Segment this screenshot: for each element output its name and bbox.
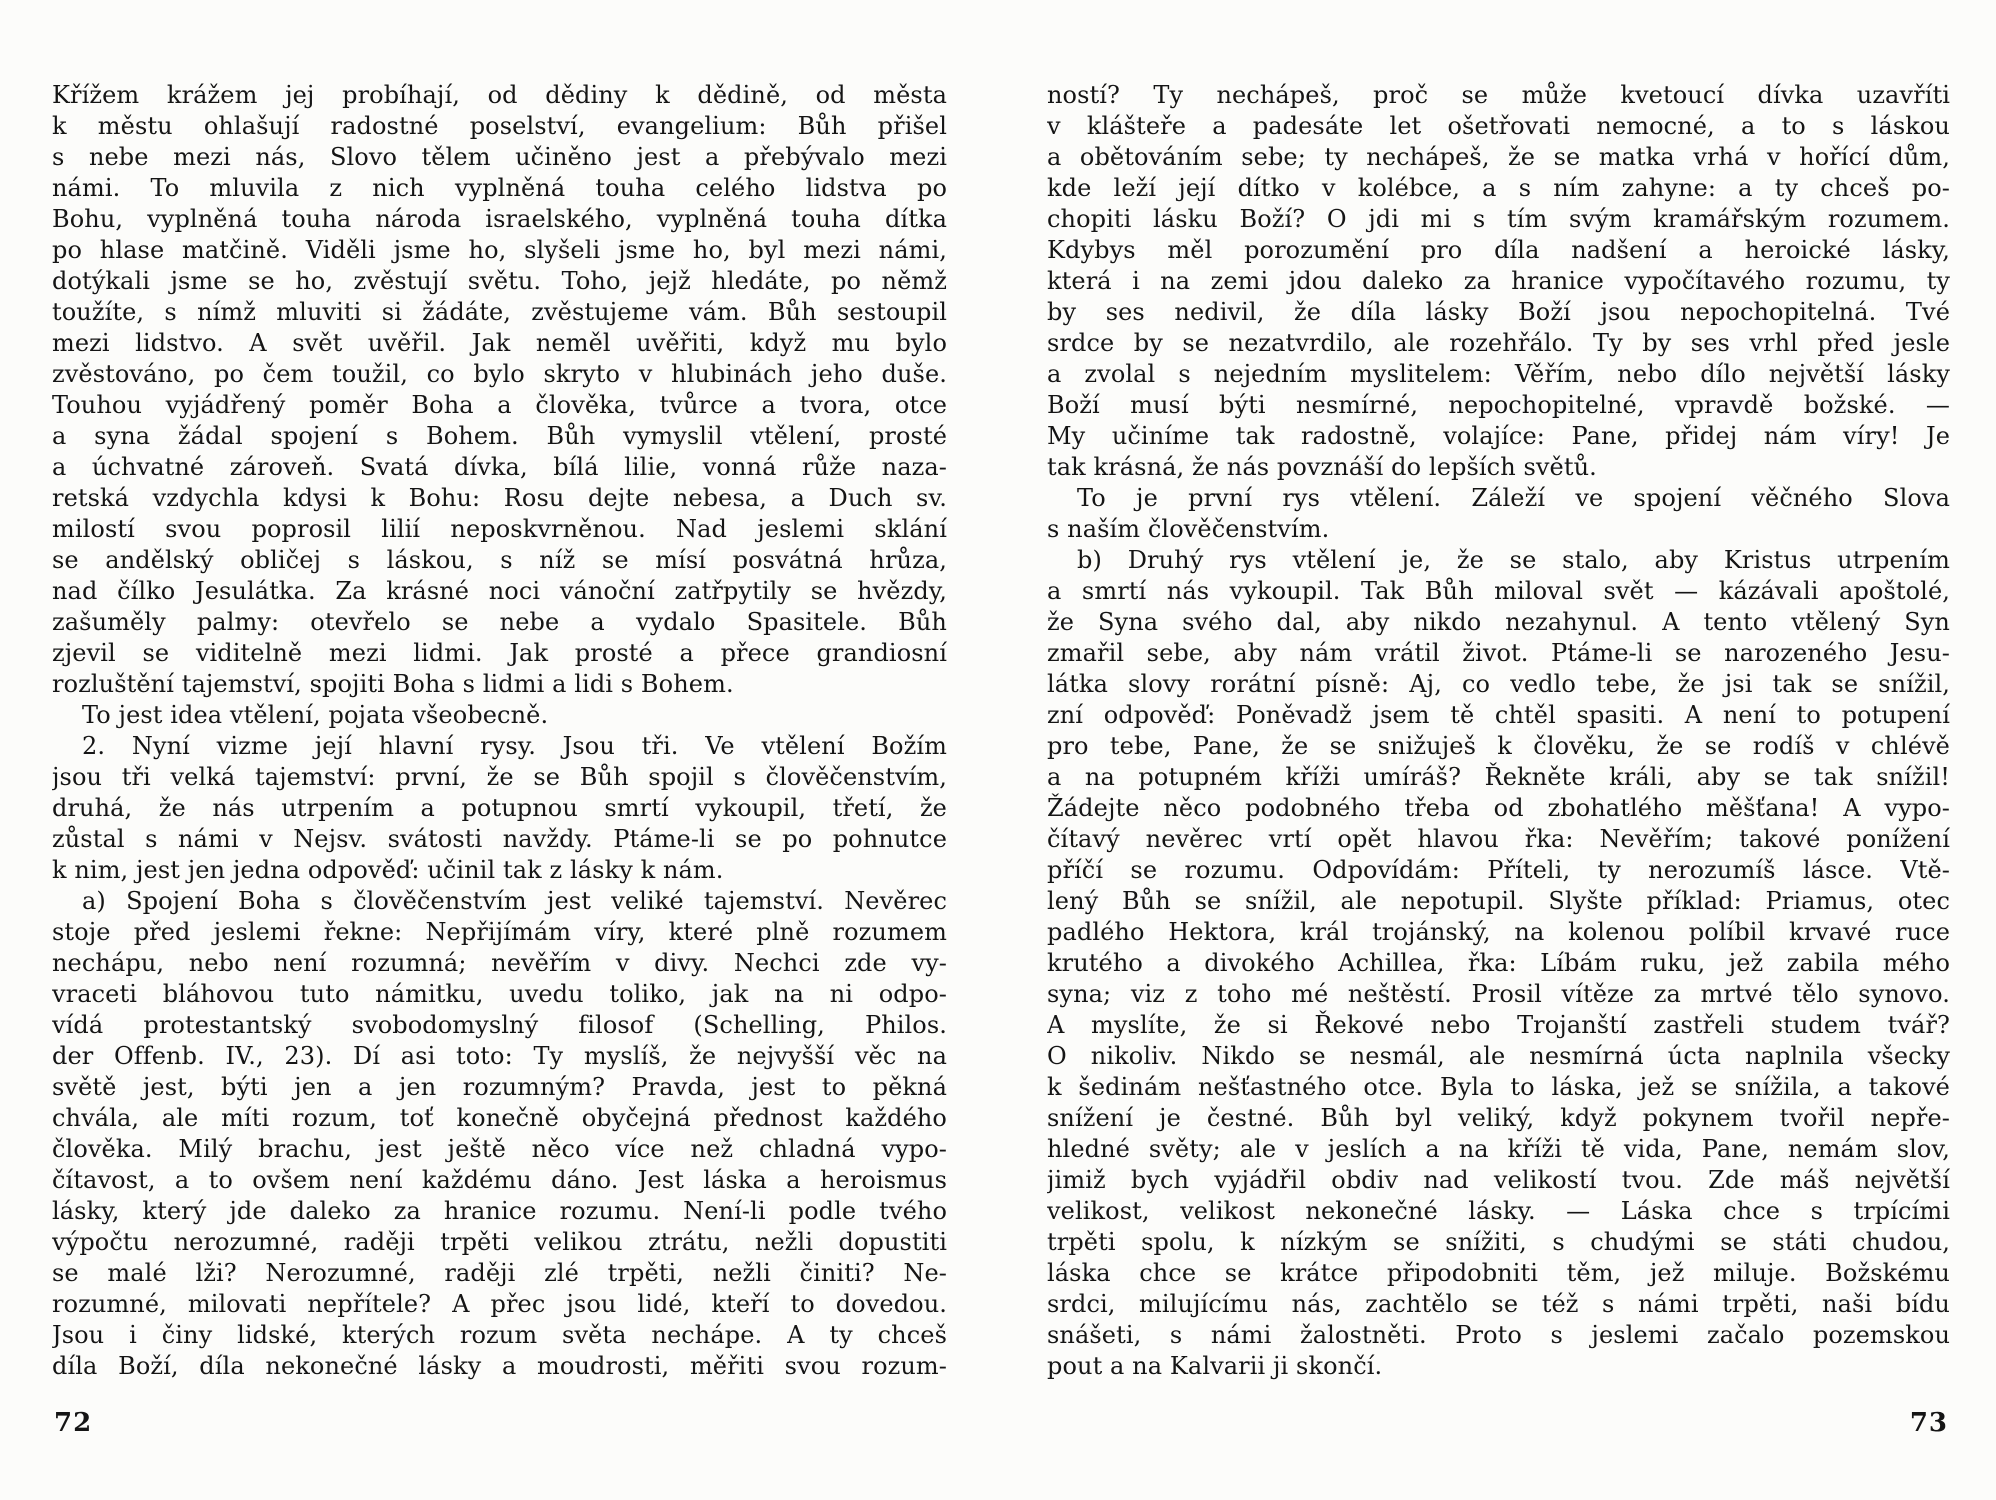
text-line: stoje před jeslemi řekne: Nepřijímám víry, které plně rozumem — [52, 918, 947, 946]
text-line: srdce by se nezatvrdilo, ale rozehřálo. Ty by ses vrhl před jesle — [1047, 329, 1950, 357]
text-line: láska chce se krátce připodobniti těm, jež miluje. Božskému — [1047, 1259, 1950, 1287]
text-line: a úchvatné zároveň. Svatá dívka, bílá lilie, vonná růže naza- — [52, 453, 947, 481]
text-line: padlého Hektora, král trojánský, na kolenou políbil krvavé ruce — [1047, 918, 1950, 946]
text-line: pout a na Kalvarii ji skončí. — [1047, 1352, 1383, 1380]
text-line: pro tebe, Pane, že se snižuješ k člověku, že se rodíš v chlévě — [1047, 732, 1950, 760]
text-line: mezi lidstvo. A svět uvěřil. Jak neměl uvěřiti, když mu bylo — [52, 329, 947, 357]
text-line: To je první rys vtělení. Záleží ve spojení věčného Slova — [1077, 484, 1950, 512]
text-line: b) Druhý rys vtělení je, že se stalo, aby Kristus utrpením — [1077, 546, 1950, 574]
text-line: retská vzdychla kdysi k Bohu: Rosu dejte nebesa, a Duch sv. — [52, 484, 947, 512]
text-line: příčí se rozumu. Odpovídám: Příteli, ty nerozumíš lásce. Vtě- — [1047, 856, 1950, 884]
text-line: člověka. Milý brachu, jest ještě něco více než chladná vypo- — [52, 1135, 947, 1163]
text-line: zmařil sebe, aby nám vrátil život. Ptáme-li se narozeného Jesu- — [1047, 639, 1950, 667]
text-line: s naším člověčenstvím. — [1047, 515, 1330, 543]
text-line: druhá, že nás utrpením a potupnou smrtí vykoupil, třetí, že — [52, 794, 947, 822]
text-line: zašuměly palmy: otevřelo se nebe a vydalo Spasitele. Bůh — [52, 608, 947, 636]
text-line: čítavost, a to ovšem není každému dáno. Jest láska a heroismus — [52, 1166, 947, 1194]
text-line: jsou tři velká tajemství: první, že se Bůh spojil s člověčenstvím, — [52, 763, 947, 791]
text-line: trpěti spolu, k nízkým se snížiti, s chudými se státi chudou, — [1047, 1228, 1950, 1256]
text-line: chopiti lásku Boží? O jdi mi s tím svým kramářským rozumem. — [1047, 205, 1950, 233]
text-line: rozluštění tajemství, spojiti Boha s lidmi a lidi s Bohem. — [52, 670, 734, 698]
text-line: látka slovy rorátní písně: Aj, co vedlo tebe, že jsi tak se snížil, — [1047, 670, 1950, 698]
page-right-text-block — [1047, 80, 1950, 1382]
text-line: Touhou vyjádřený poměr Boha a člověka, tvůrce a tvora, otce — [52, 391, 947, 419]
text-line: tak krásná, že nás povznáší do lepších světů. — [1047, 453, 1597, 481]
text-line: snížení je čestné. Bůh byl veliký, když pokynem tvořil nepře- — [1047, 1104, 1950, 1132]
text-line: po hlase matčině. Viděli jsme ho, slyšeli jsme ho, byl mezi námi, — [52, 236, 947, 264]
text-line: zní odpověď: Poněvadž jsem tě chtěl spasiti. A není to potupení — [1047, 701, 1950, 729]
text-line: snášeti, s námi žalostněti. Proto s jeslemi začalo pozemskou — [1047, 1321, 1950, 1349]
text-line: a na potupném kříži umíráš? Řekněte králi, aby se tak snížil! — [1047, 763, 1950, 791]
text-line: ností? Ty nechápeš, proč se může kvetoucí dívka uzavříti — [1047, 81, 1950, 109]
text-line: a obětováním sebe; ty nechápeš, že se matka vrhá v hořící dům, — [1047, 143, 1950, 171]
text-line: světě jest, býti jen a jen rozumným? Pravda, jest to pěkná — [52, 1073, 947, 1101]
text-line: nad čílko Jesulátka. Za krásné noci vánoční zatřpytily se hvězdy, — [52, 577, 947, 605]
text-line: A myslíte, že si Řekové nebo Trojanští zastřeli studem tvář? — [1047, 1011, 1950, 1039]
text-line: rozumné, milovati nepřítele? A přec jsou lidé, kteří to dovedou. — [52, 1290, 947, 1318]
text-line: a syna žádal spojení s Bohem. Bůh vymyslil vtělení, prosté — [52, 422, 947, 450]
text-line: der Offenb. IV., 23). Dí asi toto: Ty myslíš, že nejvyšší věc na — [52, 1042, 947, 1070]
text-line: lený Bůh se snížil, ale nepotupil. Slyšte příklad: Priamus, otec — [1047, 887, 1950, 915]
text-line: velikost, velikost nekonečné lásky. — Láska chce s trpícími — [1047, 1197, 1950, 1225]
text-line: O nikoliv. Nikdo se nesmál, ale nesmírná úcta naplnila všecky — [1047, 1042, 1950, 1070]
text-line: námi. To mluvila z nich vyplněná touha celého lidstva po — [52, 174, 947, 202]
text-line: hledné světy; ale v jeslích a na kříži tě vida, Pane, nemám slov, — [1047, 1135, 1950, 1163]
text-line: a) Spojení Boha s člověčenstvím jest veliké tajemství. Nevěrec — [82, 887, 947, 915]
page-left — [52, 0, 947, 1500]
text-line: vídá protestantský svobodomyslný filosof (Schelling, Philos. — [52, 1011, 947, 1039]
page-right — [1047, 0, 1950, 1500]
text-line: Jsou i činy lidské, kterých rozum světa nechápe. A ty chceš — [52, 1321, 947, 1349]
text-line: k šedinám nešťastného otce. Byla to láska, jež se snížila, a takové — [1047, 1073, 1950, 1101]
text-line: krutého a divokého Achillea, řka: Líbám ruku, jež zabila mého — [1047, 949, 1950, 977]
text-line: milostí svou poprosil lilií neposkvrněnou. Nad jeslemi sklání — [52, 515, 947, 543]
text-line: zvěstováno, po čem toužil, co bylo skryto v hlubinách jeho duše. — [52, 360, 947, 388]
text-line: Kdybys měl porozumění pro díla nadšení a heroické lásky, — [1047, 236, 1950, 264]
page-number-left: 72 — [54, 1408, 93, 1438]
text-line: chvála, ale míti rozum, toť konečně obyčejná přednost každého — [52, 1104, 947, 1132]
text-line: zjevil se viditelně mezi lidmi. Jak prosté a přece grandiosní — [52, 639, 947, 667]
text-line: Žádejte něco podobného třeba od zbohatlého měšťana! A vypo- — [1047, 794, 1950, 822]
text-line: nechápu, nebo není rozumná; nevěřím v divy. Nechci zde vy- — [52, 949, 947, 977]
text-line: 2. Nyní vizme její hlavní rysy. Jsou tři. Ve vtělení Božím — [82, 732, 947, 760]
text-line: vraceti bláhovou tuto námitku, uvedu toliko, jak na ni odpo- — [52, 980, 947, 1008]
text-line: v klášteře a padesáte let ošetřovati nemocné, a to s láskou — [1047, 112, 1950, 140]
text-line: díla Boží, díla nekonečné lásky a moudrosti, měřiti svou rozum- — [52, 1352, 947, 1380]
text-line: se malé lži? Nerozumné, raději zlé trpěti, nežli činiti? Ne- — [52, 1259, 947, 1287]
text-line: jimiž bych vyjádřil obdiv nad velikostí tvou. Zde máš největší — [1047, 1166, 1950, 1194]
text-line: a smrtí nás vykoupil. Tak Bůh miloval svět — kázávali apoštolé, — [1047, 577, 1950, 605]
text-line: výpočtu nerozumné, raději trpěti velikou ztrátu, nežli dopustiti — [52, 1228, 947, 1256]
page-number-right: 73 — [1909, 1408, 1948, 1438]
text-line: by ses nedivil, že díla lásky Boží jsou nepochopitelná. Tvé — [1047, 298, 1950, 326]
text-line: Bohu, vyplněná touha národa israelského, vyplněná touha dítka — [52, 205, 947, 233]
text-line: zůstal s námi v Nejsv. svátosti navždy. Ptáme-li se po pohnutce — [52, 825, 947, 853]
text-line: srdci, milujícímu nás, zachtělo se též s námi trpěti, naši bídu — [1047, 1290, 1950, 1318]
text-line: To jest idea vtělení, pojata všeobecně. — [82, 701, 549, 729]
text-line: syna; viz z toho mé neštěstí. Prosil vítěze za mrtvé tělo synovo. — [1047, 980, 1950, 1008]
text-line: k městu ohlašují radostné poselství, evangelium: Bůh přišel — [52, 112, 947, 140]
text-line: My učiníme tak radostně, volajíce: Pane, přidej nám víry! Je — [1047, 422, 1950, 450]
text-line: že Syna svého dal, aby nikdo nezahynul. A tento vtělený Syn — [1047, 608, 1950, 636]
text-line: která i na zemi jdou daleko za hranice vypočítavého rozumu, ty — [1047, 267, 1950, 295]
text-line: čítavý nevěrec vrtí opět hlavou řka: Nevěřím; takové ponížení — [1047, 825, 1950, 853]
text-line: Boží musí býti nesmírné, nepochopitelné, vpravdě božské. — — [1047, 391, 1950, 419]
text-line: a zvolal s nejedním myslitelem: Věřím, nebo dílo největší lásky — [1047, 360, 1950, 388]
text-line: dotýkali jsme se ho, zvěstují světu. Toho, jejž hledáte, po němž — [52, 267, 947, 295]
text-line: Křížem krážem jej probíhají, od dědiny k dědině, od města — [52, 81, 947, 109]
text-line: se andělský obličej s láskou, s níž se mísí posvátná hrůza, — [52, 546, 947, 574]
text-line: toužíte, s nímž mluviti si žádáte, zvěstujeme vám. Bůh sestoupil — [52, 298, 947, 326]
page-left-text-block — [52, 80, 947, 1382]
text-line: k nim, jest jen jedna odpověď: učinil tak z lásky k nám. — [52, 856, 724, 884]
text-line: kde leží její dítko v kolébce, a s ním zahyne: a ty chceš po- — [1047, 174, 1950, 202]
text-line: lásky, který jde daleko za hranice rozumu. Není-li podle tvého — [52, 1197, 947, 1225]
text-line: s nebe mezi nás, Slovo tělem učiněno jest a přebývalo mezi — [52, 143, 947, 171]
